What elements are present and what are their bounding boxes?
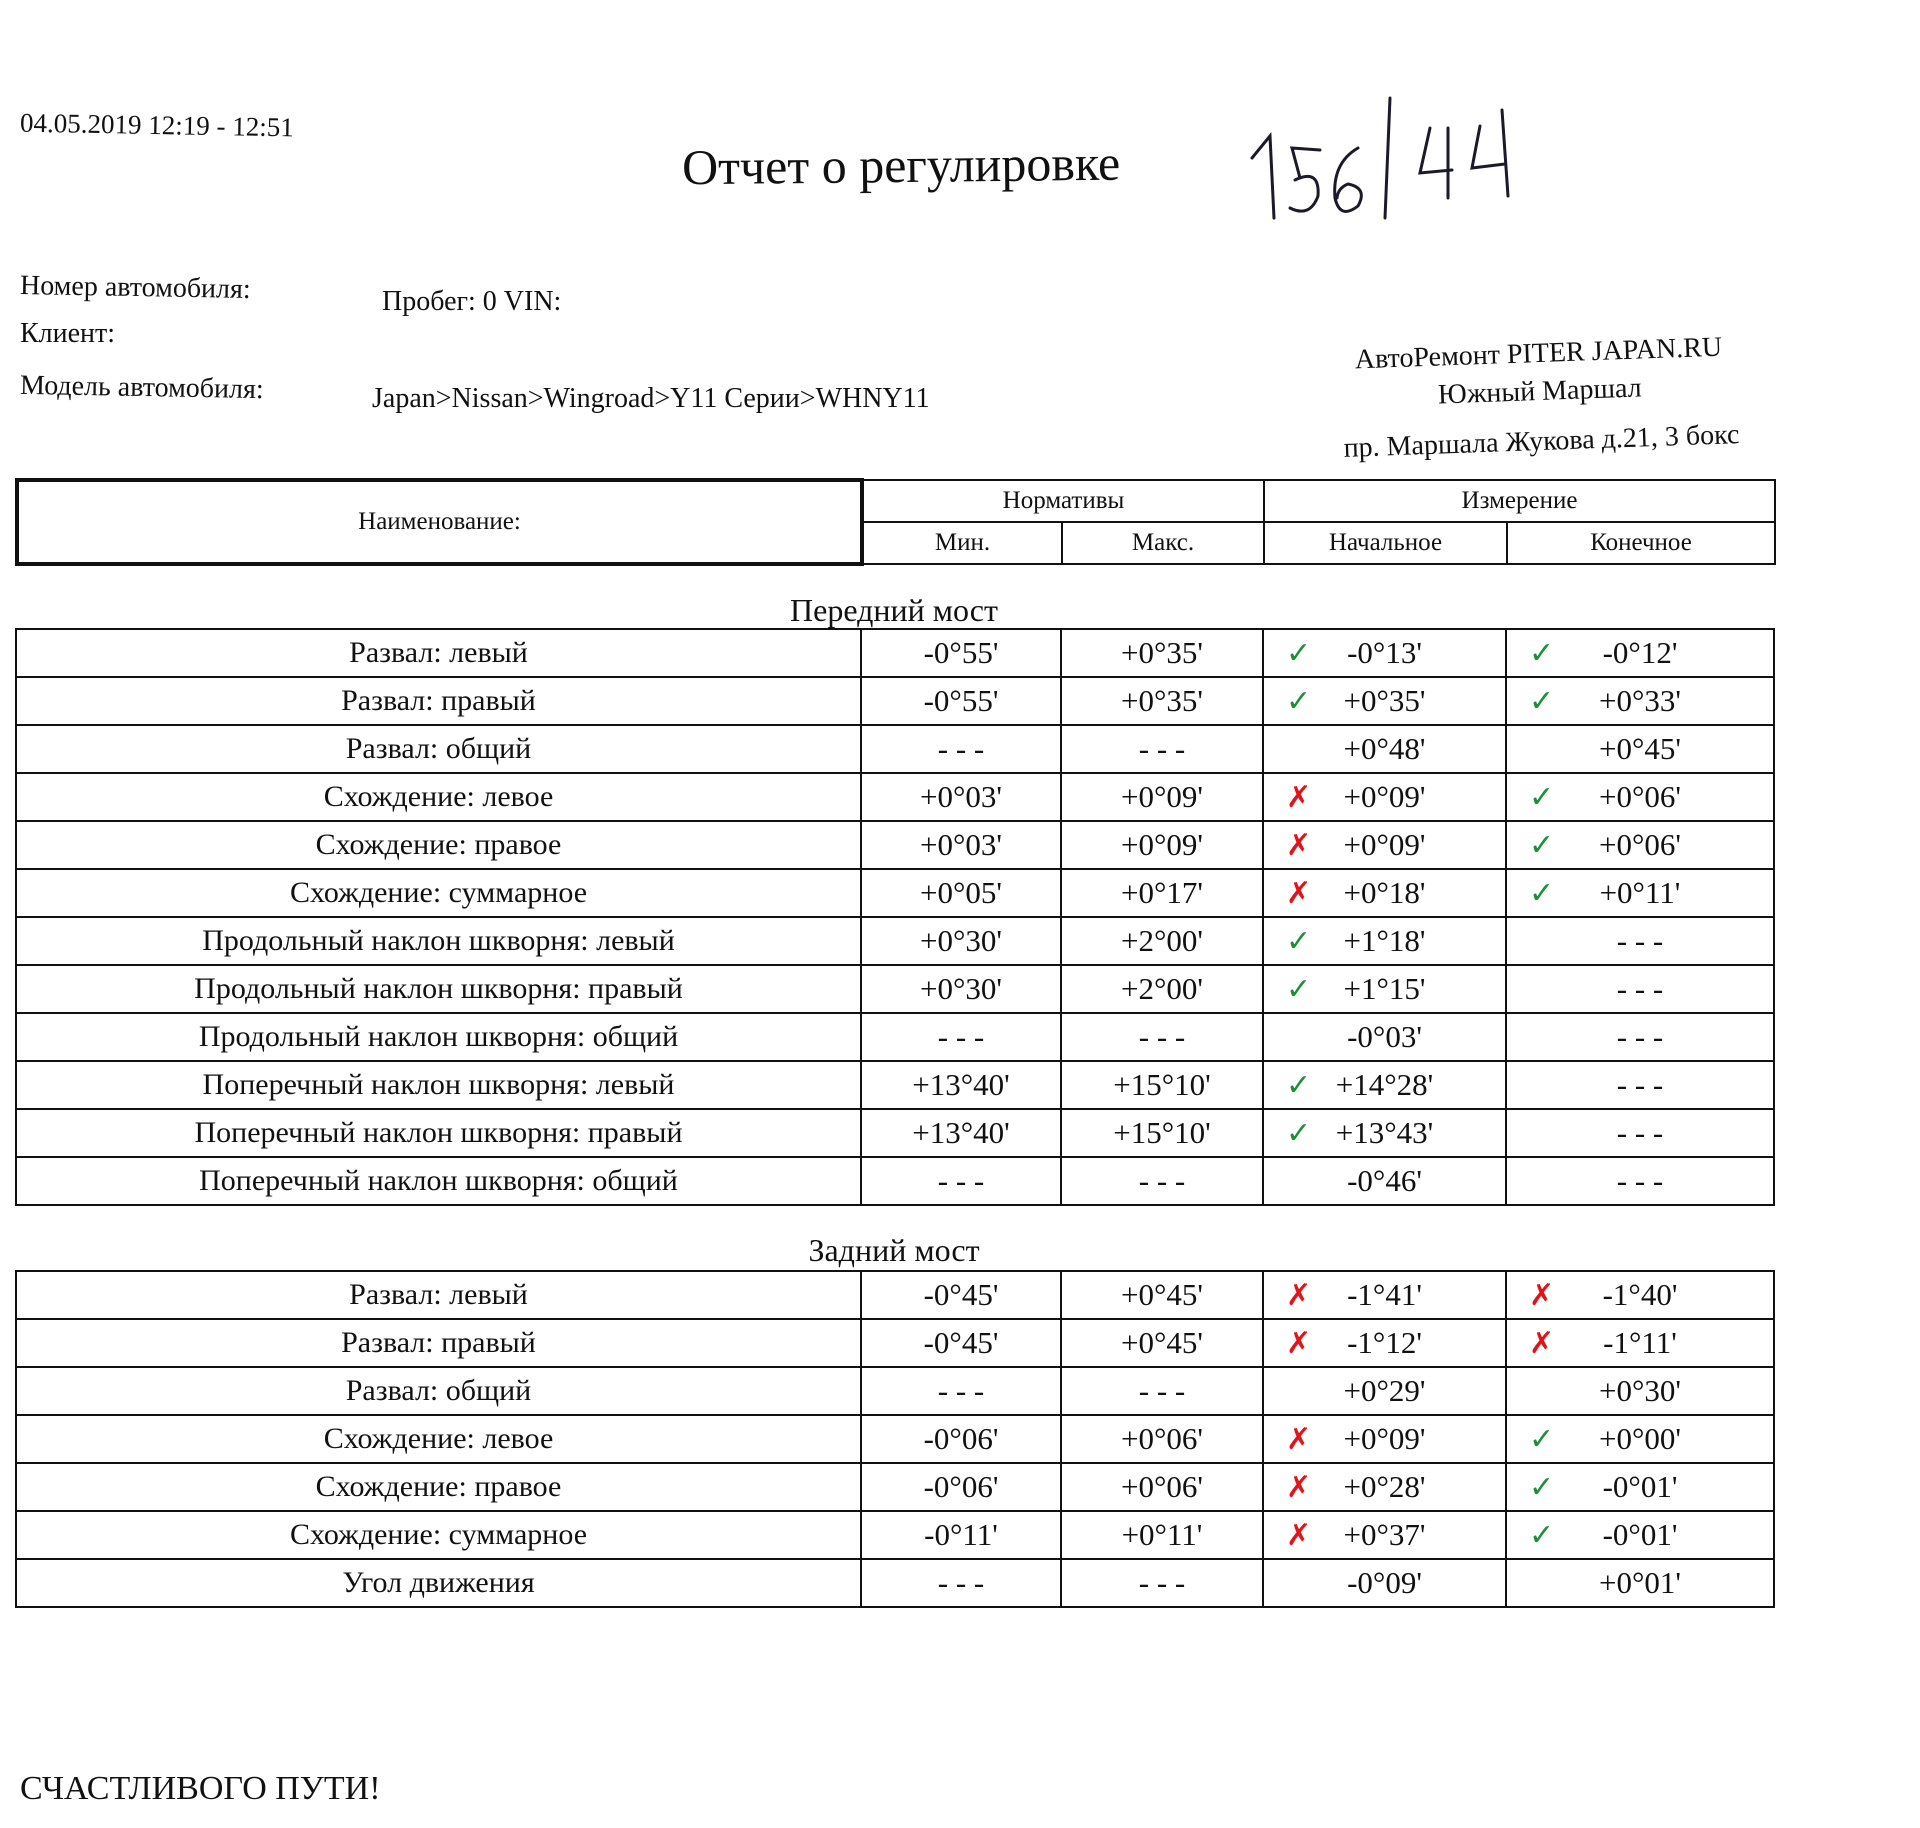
max-cell xyxy=(1061,869,1263,917)
final-value: - - - xyxy=(1616,1115,1664,1150)
min-cell xyxy=(861,677,1061,725)
name-value: Поперечный наклон шкворня: левый xyxy=(202,1068,675,1101)
table-row xyxy=(16,1415,1774,1463)
max-value: +0°35' xyxy=(1121,683,1203,718)
min-cell xyxy=(861,1463,1061,1511)
name-cell xyxy=(16,1157,861,1205)
max-cell xyxy=(1061,917,1263,965)
min-value: -0°06' xyxy=(923,1421,999,1456)
max-cell xyxy=(1061,1271,1263,1319)
max-cell xyxy=(1061,1319,1263,1367)
name-value: Угол движения xyxy=(342,1566,535,1599)
check-icon: ✓ xyxy=(1286,1068,1312,1103)
final-cell xyxy=(1506,1013,1774,1061)
name-cell xyxy=(16,1319,861,1367)
initial-cell xyxy=(1263,1013,1506,1061)
client-label: Клиент: xyxy=(20,318,116,349)
initial-cell xyxy=(1263,917,1506,965)
table-row xyxy=(16,629,1774,677)
company-block xyxy=(1298,327,1782,470)
initial-value: -0°13' xyxy=(1347,635,1422,670)
final-cell xyxy=(1506,629,1774,677)
min-cell xyxy=(861,1013,1061,1061)
min-cell xyxy=(861,1415,1061,1463)
initial-value: +13°43' xyxy=(1335,1115,1434,1150)
table-row xyxy=(16,773,1774,821)
table-row xyxy=(16,1511,1774,1559)
min-cell xyxy=(861,965,1061,1013)
initial-value: +0°35' xyxy=(1343,683,1426,718)
max-value: - - - xyxy=(1138,1565,1186,1600)
initial-cell xyxy=(1263,1367,1506,1415)
min-cell xyxy=(861,629,1061,677)
final-value: +0°01' xyxy=(1599,1565,1681,1600)
initial-cell xyxy=(1263,725,1506,773)
min-value: +13°40' xyxy=(912,1115,1010,1150)
final-value: -0°01' xyxy=(1602,1517,1678,1552)
max-value: +0°45' xyxy=(1121,1325,1203,1360)
min-cell xyxy=(861,1109,1061,1157)
table-row xyxy=(16,869,1774,917)
final-cell xyxy=(1506,1559,1774,1607)
check-icon: ✓ xyxy=(1286,636,1312,671)
final-value: +0°06' xyxy=(1599,827,1681,862)
name-value: Схождение: левое xyxy=(323,1422,554,1455)
check-icon: ✓ xyxy=(1529,876,1555,911)
max-cell xyxy=(1061,1013,1263,1061)
check-icon: ✓ xyxy=(1286,1116,1312,1151)
final-value: +0°45' xyxy=(1599,731,1681,766)
final-value: - - - xyxy=(1616,1163,1664,1198)
initial-cell xyxy=(1263,1271,1506,1319)
initial-value: -1°12' xyxy=(1347,1325,1422,1360)
final-cell xyxy=(1506,917,1774,965)
name-cell xyxy=(16,1415,861,1463)
max-value: +2°00' xyxy=(1121,971,1203,1006)
initial-cell xyxy=(1263,629,1506,677)
cross-icon: ✗ xyxy=(1286,876,1312,911)
initial-cell xyxy=(1263,1511,1506,1559)
header-name: Наименование: xyxy=(17,480,862,564)
max-value: - - - xyxy=(1138,1019,1186,1054)
min-cell xyxy=(861,1319,1061,1367)
header-min: Мин. xyxy=(862,522,1062,564)
min-value: - - - xyxy=(937,1565,985,1600)
max-value: +2°00' xyxy=(1121,923,1203,958)
initial-value: -0°46' xyxy=(1347,1163,1422,1198)
check-icon: ✓ xyxy=(1529,1422,1555,1457)
check-icon: ✓ xyxy=(1286,684,1312,719)
header-norms: Нормативы xyxy=(862,480,1264,522)
final-cell xyxy=(1506,821,1774,869)
check-icon: ✓ xyxy=(1529,828,1555,863)
max-value: +0°45' xyxy=(1121,1277,1203,1312)
max-cell xyxy=(1061,1463,1263,1511)
initial-value: +14°28' xyxy=(1335,1067,1434,1102)
check-icon: ✓ xyxy=(1529,636,1555,671)
final-cell xyxy=(1506,1157,1774,1205)
initial-value: +0°48' xyxy=(1343,731,1426,766)
final-cell xyxy=(1506,773,1774,821)
header-final: Конечное xyxy=(1507,522,1775,564)
table-row xyxy=(16,677,1774,725)
min-cell xyxy=(861,1367,1061,1415)
name-value: Схождение: правое xyxy=(315,1470,562,1503)
table-row xyxy=(16,1157,1774,1205)
footer-text: СЧАСТЛИВОГО ПУТИ! xyxy=(20,1770,381,1807)
table-row xyxy=(16,1109,1774,1157)
final-value: +0°30' xyxy=(1599,1373,1681,1408)
initial-value: +1°15' xyxy=(1343,971,1426,1006)
table-row xyxy=(16,821,1774,869)
final-cell xyxy=(1506,1415,1774,1463)
name-value: Схождение: суммарное xyxy=(289,1518,588,1551)
name-cell xyxy=(16,677,861,725)
max-cell xyxy=(1061,965,1263,1013)
min-value: -0°55' xyxy=(923,635,999,670)
name-cell xyxy=(16,629,861,677)
max-value: +15°10' xyxy=(1113,1115,1211,1150)
name-value: Развал: левый xyxy=(349,636,528,669)
min-value: -0°55' xyxy=(923,683,999,718)
header-max: Макс. xyxy=(1062,522,1264,564)
initial-cell xyxy=(1263,965,1506,1013)
cross-icon: ✗ xyxy=(1529,1326,1555,1361)
final-cell xyxy=(1506,1061,1774,1109)
initial-value: +0°09' xyxy=(1343,1421,1426,1456)
name-cell xyxy=(16,1109,861,1157)
max-cell xyxy=(1061,1061,1263,1109)
final-value: +0°00' xyxy=(1599,1421,1681,1456)
cross-icon: ✗ xyxy=(1529,1278,1555,1313)
max-value: - - - xyxy=(1138,1373,1186,1408)
initial-value: -1°41' xyxy=(1347,1277,1422,1312)
max-value: - - - xyxy=(1138,731,1186,766)
min-value: -0°45' xyxy=(923,1325,999,1360)
min-cell xyxy=(861,1271,1061,1319)
final-value: - - - xyxy=(1616,1019,1664,1054)
name-cell xyxy=(16,1013,861,1061)
min-cell xyxy=(861,821,1061,869)
initial-value: -0°03' xyxy=(1347,1019,1422,1054)
name-value: Развал: общий xyxy=(345,1374,532,1407)
min-cell xyxy=(861,1511,1061,1559)
company-name: АвтоРемонт PITER JAPAN.RU xyxy=(1354,331,1723,376)
initial-value: +0°09' xyxy=(1343,779,1426,814)
section-title: Задний мост xyxy=(808,1232,980,1268)
name-cell xyxy=(16,1367,861,1415)
table-row xyxy=(16,1013,1774,1061)
final-value: -0°12' xyxy=(1602,635,1678,670)
name-value: Схождение: правое xyxy=(315,828,562,861)
name-cell xyxy=(16,725,861,773)
final-cell xyxy=(1506,869,1774,917)
min-value: +0°05' xyxy=(920,875,1002,910)
max-value: +15°10' xyxy=(1113,1067,1211,1102)
cross-icon: ✗ xyxy=(1286,780,1312,815)
cross-icon: ✗ xyxy=(1286,1422,1312,1457)
name-value: Поперечный наклон шкворня: правый xyxy=(194,1116,683,1149)
name-value: Схождение: суммарное xyxy=(289,876,588,909)
measurement-table xyxy=(15,628,1775,1206)
initial-cell xyxy=(1263,1559,1506,1607)
min-cell xyxy=(861,773,1061,821)
company-address: пр. Маршала Жукова д.21, 3 бокс xyxy=(1343,419,1740,464)
min-cell xyxy=(861,917,1061,965)
min-value: +0°03' xyxy=(920,779,1002,814)
cross-icon: ✗ xyxy=(1286,1470,1312,1505)
final-cell xyxy=(1506,725,1774,773)
table-row xyxy=(16,965,1774,1013)
initial-cell xyxy=(1263,869,1506,917)
final-value: - - - xyxy=(1616,923,1664,958)
header-initial: Начальное xyxy=(1264,522,1507,564)
initial-cell xyxy=(1263,1061,1506,1109)
initial-value: +1°18' xyxy=(1343,923,1426,958)
name-cell xyxy=(16,1061,861,1109)
name-value: Схождение: левое xyxy=(323,780,554,813)
section-title: Передний мост xyxy=(790,592,998,628)
name-cell xyxy=(16,917,861,965)
min-cell xyxy=(861,725,1061,773)
initial-cell xyxy=(1263,821,1506,869)
max-value: +0°11' xyxy=(1121,1517,1203,1552)
max-cell xyxy=(1061,1109,1263,1157)
max-value: +0°17' xyxy=(1121,875,1203,910)
max-cell xyxy=(1061,1559,1263,1607)
initial-value: +0°37' xyxy=(1343,1517,1426,1552)
header-measurement: Измерение xyxy=(1264,480,1775,522)
cross-icon: ✗ xyxy=(1286,828,1312,863)
name-value: Поперечный наклон шкворня: общий xyxy=(199,1164,678,1197)
name-value: Развал: правый xyxy=(341,684,536,717)
final-cell xyxy=(1506,1463,1774,1511)
final-value: +0°11' xyxy=(1599,875,1681,910)
table-row xyxy=(16,1559,1774,1607)
min-cell xyxy=(861,1559,1061,1607)
check-icon: ✓ xyxy=(1286,924,1312,959)
initial-cell xyxy=(1263,677,1506,725)
min-cell xyxy=(861,869,1061,917)
initial-cell xyxy=(1263,1415,1506,1463)
final-value: - - - xyxy=(1616,971,1664,1006)
handwritten-number xyxy=(1240,88,1580,233)
max-value: - - - xyxy=(1138,1163,1186,1198)
mileage-vin-label: Пробег: 0 VIN: xyxy=(382,286,562,317)
min-value: -0°06' xyxy=(923,1469,999,1504)
max-value: +0°09' xyxy=(1121,779,1203,814)
min-value: +0°30' xyxy=(920,971,1002,1006)
page-title: Отчет о регулировке xyxy=(681,134,1121,196)
name-value: Развал: левый xyxy=(349,1278,528,1311)
check-icon: ✓ xyxy=(1529,780,1555,815)
max-cell xyxy=(1061,725,1263,773)
max-cell xyxy=(1061,1367,1263,1415)
final-cell xyxy=(1506,1319,1774,1367)
final-cell xyxy=(1506,965,1774,1013)
table-row xyxy=(16,917,1774,965)
name-cell xyxy=(16,1511,861,1559)
check-icon: ✓ xyxy=(1286,972,1312,1007)
name-cell xyxy=(16,1271,861,1319)
final-cell xyxy=(1506,1511,1774,1559)
name-value: Продольный наклон шкворня: левый xyxy=(202,924,675,957)
max-cell xyxy=(1061,821,1263,869)
final-cell xyxy=(1506,677,1774,725)
name-value: Продольный наклон шкворня: общий xyxy=(198,1020,679,1053)
max-value: +0°09' xyxy=(1121,827,1203,862)
car-number-label: Номер автомобиля: xyxy=(19,269,251,306)
min-value: - - - xyxy=(937,1019,985,1054)
initial-value: +0°29' xyxy=(1343,1373,1426,1408)
min-value: +0°03' xyxy=(920,827,1002,862)
table-row xyxy=(16,725,1774,773)
final-value: -1°40' xyxy=(1602,1277,1678,1312)
name-cell xyxy=(16,821,861,869)
report-datetime: 04.05.2019 12:19 - 12:51 xyxy=(19,107,294,143)
cross-icon: ✗ xyxy=(1286,1326,1312,1361)
initial-value: +0°09' xyxy=(1343,827,1426,862)
max-value: +0°06' xyxy=(1121,1421,1203,1456)
max-cell xyxy=(1061,1511,1263,1559)
min-cell xyxy=(861,1061,1061,1109)
initial-value: +0°28' xyxy=(1343,1469,1426,1504)
final-cell xyxy=(1506,1367,1774,1415)
min-value: -0°45' xyxy=(923,1277,999,1312)
min-value: - - - xyxy=(937,731,985,766)
max-cell xyxy=(1061,1157,1263,1205)
max-cell xyxy=(1061,677,1263,725)
cross-icon: ✗ xyxy=(1286,1278,1312,1313)
final-cell xyxy=(1506,1109,1774,1157)
name-cell xyxy=(16,773,861,821)
table-row xyxy=(16,1319,1774,1367)
min-value: +0°30' xyxy=(920,923,1002,958)
final-value: -0°01' xyxy=(1602,1469,1678,1504)
name-value: Развал: общий xyxy=(345,732,532,765)
table-row xyxy=(16,1061,1774,1109)
final-value: +0°06' xyxy=(1599,779,1681,814)
max-value: +0°35' xyxy=(1121,635,1203,670)
table-header xyxy=(15,478,1776,566)
name-value: Продольный наклон шкворня: правый xyxy=(194,972,683,1005)
initial-value: +0°18' xyxy=(1343,875,1426,910)
measurement-table xyxy=(15,1270,1775,1608)
check-icon: ✓ xyxy=(1529,684,1555,719)
table-row xyxy=(16,1463,1774,1511)
final-value: +0°33' xyxy=(1599,683,1681,718)
final-cell xyxy=(1506,1271,1774,1319)
max-cell xyxy=(1061,1415,1263,1463)
name-cell xyxy=(16,965,861,1013)
table-row xyxy=(16,1271,1774,1319)
check-icon: ✓ xyxy=(1529,1518,1555,1553)
initial-cell xyxy=(1263,1157,1506,1205)
name-cell xyxy=(16,1463,861,1511)
cross-icon: ✗ xyxy=(1286,1518,1312,1553)
min-value: +13°40' xyxy=(912,1067,1010,1102)
initial-cell xyxy=(1263,1463,1506,1511)
min-value: - - - xyxy=(937,1163,985,1198)
initial-cell xyxy=(1263,1319,1506,1367)
initial-cell xyxy=(1263,1109,1506,1157)
name-value: Развал: правый xyxy=(341,1326,536,1359)
table-row xyxy=(16,1367,1774,1415)
final-value: - - - xyxy=(1616,1067,1664,1102)
car-model-value: Japan>Nissan>Wingroad>Y11 Серии>WHNY11 xyxy=(372,383,930,414)
min-cell xyxy=(861,1157,1061,1205)
name-cell xyxy=(16,1559,861,1607)
company-branch: Южный Маршал xyxy=(1437,372,1643,411)
initial-value: -0°09' xyxy=(1347,1565,1422,1600)
final-value: -1°11' xyxy=(1603,1325,1677,1360)
check-icon: ✓ xyxy=(1529,1470,1555,1505)
car-model-label: Модель автомобиля: xyxy=(19,369,264,406)
min-value: - - - xyxy=(937,1373,985,1408)
max-cell xyxy=(1061,773,1263,821)
max-cell xyxy=(1061,629,1263,677)
name-cell xyxy=(16,869,861,917)
min-value: -0°11' xyxy=(924,1517,998,1552)
max-value: +0°06' xyxy=(1121,1469,1203,1504)
initial-cell xyxy=(1263,773,1506,821)
